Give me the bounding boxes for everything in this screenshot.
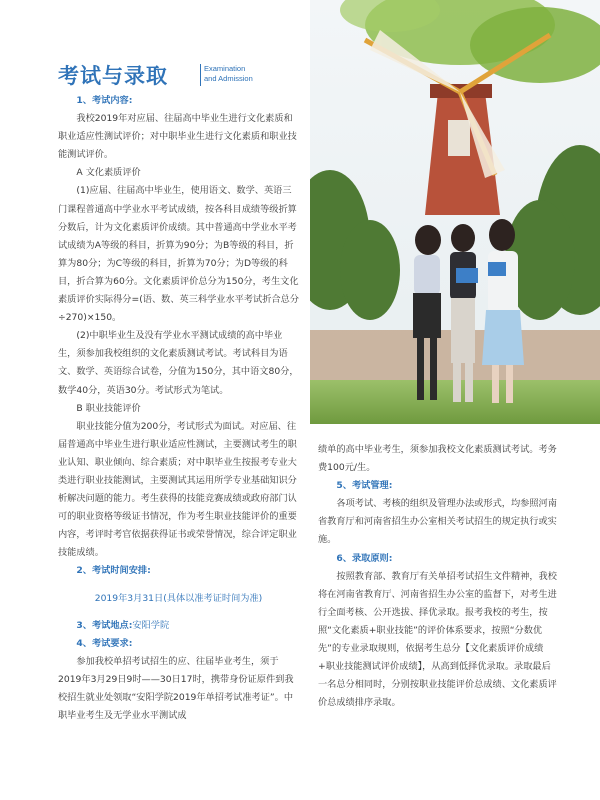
title-divider xyxy=(200,64,201,86)
students-windmill-photo xyxy=(310,0,600,424)
section-heading-schedule: 2、考试时间安排: xyxy=(76,565,151,577)
culture-paragraph-1: (1)应届、往届高中毕业生，使用语文、数学、英语三门课程普通高中学业水平考试成绩，按各科目成绩等级折算分数后，计为文化素质评价成绩。其中普通高中学业水平考试成绩为A等级的科目，折算为90分；为B等级的科目，折算为80分；为C等级的科目，折算为70分；为D等级的科目，折合算为60分。文化素质评价总分为150分，考生文化素质评价实际得分=(语、数、英三科学业水平考试折合总分÷270)×150。 xyxy=(58,185,299,324)
title-en-line-1: Examination xyxy=(204,64,246,73)
section-heading-content: 1、考试内容: xyxy=(76,95,133,106)
exam-date: 2019年3月31日(具体以准考证时间为准) xyxy=(94,592,263,604)
page-title-english xyxy=(204,64,253,84)
content-intro: 我校2019年对应届、往届高中毕业生进行文化素质和职业适应性测试评价；对中职毕业生进行文化素质和职业技能测试评价。 xyxy=(58,113,297,161)
right-column xyxy=(318,441,558,712)
requirements-paragraph: 参加我校单招考试招生的应、往届毕业考生，须于2019年3月29日9时——30日17时，携带身份证原件到我校招生就业处领取“安阳学院2019年单招考试准考证”。中职毕业考生及无学业水平测试成 xyxy=(58,656,294,722)
exam-location: 安阳学院 xyxy=(132,620,170,631)
title-en-line-2: and Admission xyxy=(204,74,253,83)
subheading-culture: A 文化素质评价 xyxy=(76,167,141,179)
section-heading-requirements: 4、考试要求: xyxy=(76,638,133,650)
subheading-skills: B 职业技能评价 xyxy=(76,402,141,414)
section-heading-location: 3、考试地点: xyxy=(76,620,133,631)
left-column xyxy=(58,92,299,726)
culture-paragraph-2: (2)中职毕业生及没有学业水平测试成绩的高中毕业生，须参加我校组织的文化素质测试考试。考试科目为语文、数学、英语综合试卷，分值为150分，其中语文80分，数学40分，英语30分。考试形式为笔试。 xyxy=(58,330,299,396)
admission-paragraph: 按照教育部、教育厅有关单招考试招生文件精神，我校将在河南省教育厅、河南省招生办公室的监督下，对考生进行全面考核、公开选拔、择优录取。报考我校的考生，按照“文化素质+职业技能”的评价体系要求，按照“分数优先”的专业录取规则，依据考生总分【文化素质评价成绩+职业技能测试评价成绩】，从高到低择优录取。录取最后一名总分相同时，分别按职业技能评价总成绩、文化素质评价总成绩排序录取。 xyxy=(318,570,557,709)
management-paragraph: 各项考试、考核的组织及管理办法或形式，均参照河南省教育厅和河南省招生办公室相关考试招生的规定执行或实施。 xyxy=(318,498,557,546)
photo-illustration xyxy=(310,0,600,424)
section-heading-admission: 6、录取原则: xyxy=(336,552,393,564)
skills-paragraph: 职业技能分值为200分，考试形式为面试。对应届、往届普通高中毕业生进行职业适应性测试，主要测试考生的职业认知、职业倾向、综合素质；对中职毕业生按报考专业大类进行职业技能测试，主要测试其运用所学专业基础知识分析解决问题的能力。考生获得的技能竞赛成绩或政府部门认可的职业资格等级证书情况，作为考生职业技能评价的重要内容，考评时考官依据获得证书或荣誉情况，综合评定职业技能成绩。 xyxy=(58,420,297,559)
section-heading-management: 5、考试管理: xyxy=(336,480,393,492)
requirements-paragraph-continued: 绩单的高中毕业考生，须参加我校文化素质测试考试。考务费100元/生。 xyxy=(318,444,557,474)
page-title: 考试与录取 xyxy=(58,64,168,88)
